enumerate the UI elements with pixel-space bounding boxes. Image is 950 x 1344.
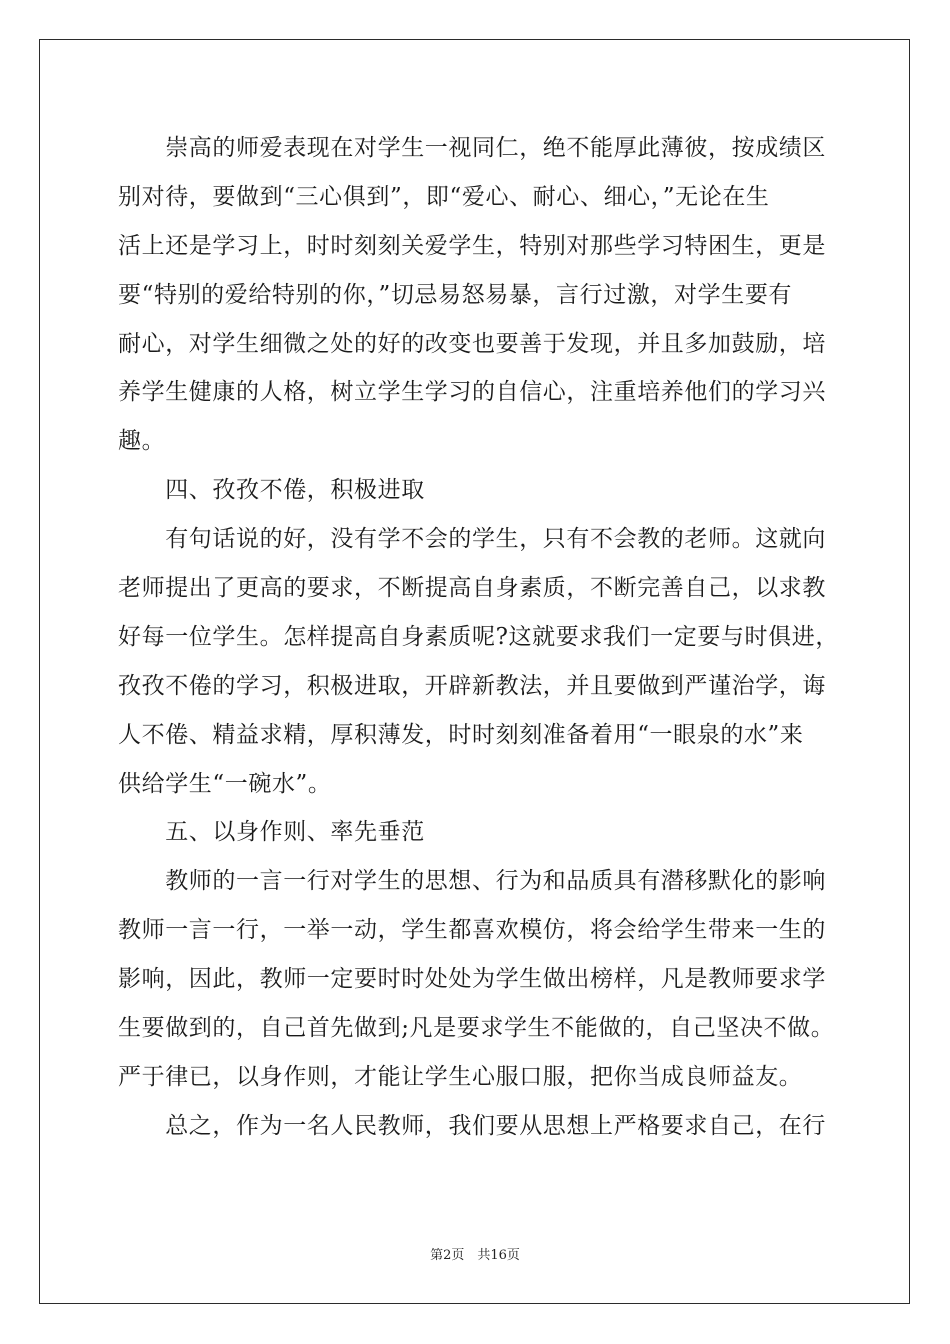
text-line: 崇高的师爱表现在对学生一视同仁，绝不能厚此薄彼，按成绩区: [118, 135, 826, 161]
text-line: 影响，因此，教师一定要时时处处为学生做出榜样，凡是教师要求学: [118, 966, 826, 993]
text-line: 总之，作为一名人民教师，我们要从思想上严格要求自己，在行: [118, 1112, 826, 1139]
text-line: 老师提出了更高的要求，不断提高自身素质，不断完善自己，以求教: [118, 575, 826, 602]
text-line: 活上还是学习上，时时刻刻关爱学生，特别对那些学习特困生，更是: [118, 232, 826, 259]
text-line: 要“特别的爱给特别的你，”切忌易怒易暴，言行过激，对学生要有: [118, 281, 793, 308]
text-line: 生要做到的，自己首先做到;凡是要求学生不能做的，自己坚决不做。: [118, 1015, 835, 1042]
page-number-footer: 第2页 共16页: [430, 1248, 520, 1263]
text-line: 耐心，对学生细微之处的好的改变也要善于发现，并且多加鼓励，培: [118, 330, 826, 357]
document-body: [118, 124, 838, 1151]
text-line: 好每一位学生。怎样提高自身素质呢?这就要求我们一定要与时俱进，: [118, 623, 839, 650]
text-line: 教师的一言一行对学生的思想、行为和品质具有潜移默化的影响: [118, 868, 826, 895]
text-line: 人不倦、精益求精，厚积薄发，时时刻刻准备着用“一眼泉的水”来: [118, 721, 804, 748]
text-line: 孜孜不倦的学习，积极进取，开辟新教法，并且要做到严谨治学，诲: [118, 672, 826, 699]
section-heading: 四、孜孜不倦，积极进取: [118, 477, 425, 504]
text-line: 有句话说的好，没有学不会的学生，只有不会教的老师。这就向: [118, 526, 826, 553]
text-line: 别对待，要做到“三心俱到”，即“爱心、耐心、细心，”无论在生: [118, 183, 770, 210]
text-line: 教师一言一行，一举一动，学生都喜欢模仿，将会给学生带来一生的: [118, 917, 826, 944]
text-line: 严于律已，以身作则，才能让学生心服口服，把你当成良师益友。: [118, 1063, 803, 1090]
text-line: 养学生健康的人格，树立学生学习的自信心，注重培养他们的学习兴: [118, 379, 826, 406]
text-line: 供给学生“一碗水”。: [118, 770, 332, 797]
section-heading: 五、以身作则、率先垂范: [118, 819, 425, 846]
text-line: 趣。: [118, 428, 166, 455]
